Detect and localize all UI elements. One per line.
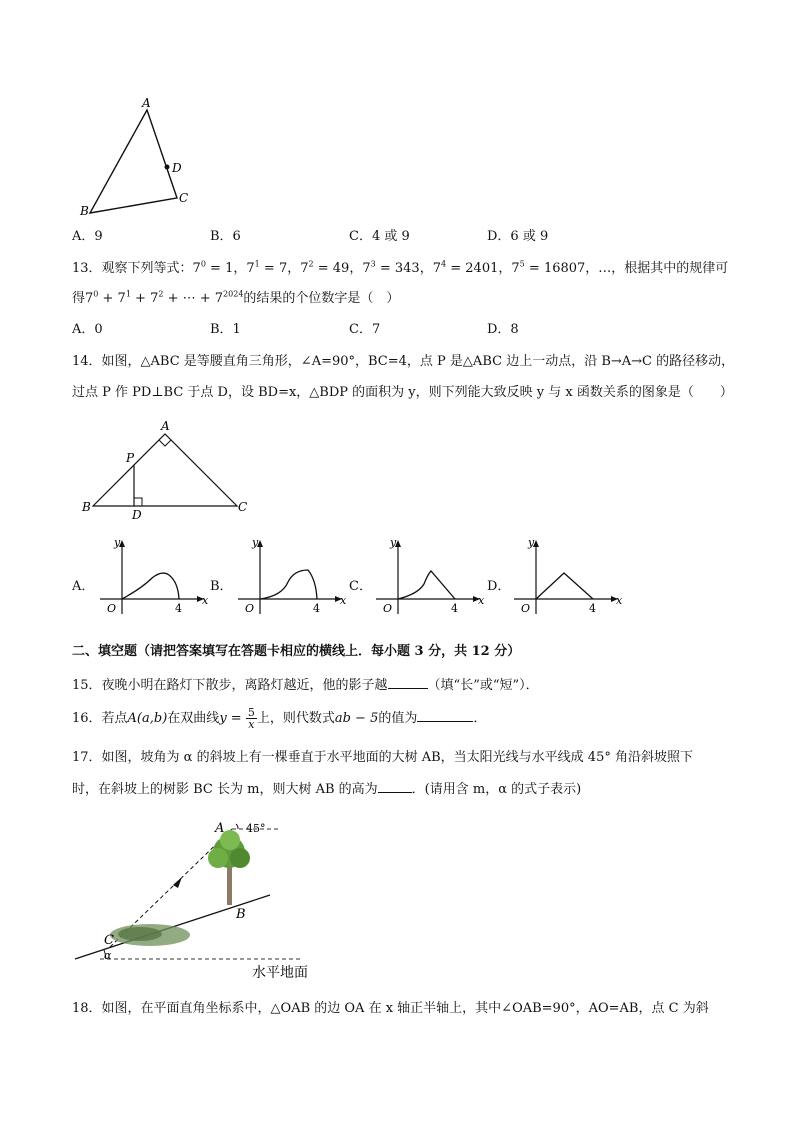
q12-option-c: C．4 或 9 bbox=[349, 229, 410, 244]
q13-option-b: B．1 bbox=[210, 322, 241, 337]
q14-triangle-figure bbox=[80, 418, 260, 522]
q17-line-2: 时，在斜坡上的树影 BC 长为 m，则大树 AB 的高为 ．(请用含 m，α 的式子表示) bbox=[72, 782, 582, 797]
y-axis-label: y bbox=[252, 536, 259, 549]
ray-arrow-icon bbox=[173, 877, 182, 888]
q14-graph-b bbox=[236, 536, 348, 616]
tick-4: 4 bbox=[313, 602, 320, 615]
label-b: B bbox=[82, 500, 91, 514]
origin-label: O bbox=[521, 602, 531, 615]
q12-option-b: B．6 bbox=[210, 229, 241, 244]
q14-option-a: A． bbox=[72, 579, 95, 594]
origin-label: O bbox=[107, 602, 117, 615]
section-2-title: 二、填空题（请把答案填写在答题卡相应的横线上．每小题 3 分，共 12 分） bbox=[72, 644, 521, 659]
q16-text: 16．若点A(a,b)在双曲线y = $\frac{5}{x}$ 上，则代数式ab − 5的值为 ． bbox=[72, 706, 487, 731]
label-d: D bbox=[132, 508, 142, 522]
label-a: A bbox=[142, 96, 151, 110]
label-c: C bbox=[104, 933, 114, 948]
x-axis-label: x bbox=[616, 594, 623, 607]
label-a: A bbox=[161, 419, 170, 433]
label-d: D bbox=[172, 161, 182, 175]
x-axis-label: x bbox=[340, 594, 347, 607]
label-a: A bbox=[215, 821, 225, 836]
q12-option-d: D．6 或 9 bbox=[487, 229, 549, 244]
q13-option-d: D．8 bbox=[487, 322, 519, 337]
tick-4: 4 bbox=[175, 602, 182, 615]
q14-graph-a bbox=[98, 536, 210, 616]
q13-line-2: 得$7^0 + 7^1 + 7^2$ + ⋯ + $7^{2024}$的结果的个位数字是（ ） bbox=[72, 289, 400, 306]
label-45-degree: 45° bbox=[246, 822, 266, 835]
y-axis-label: y bbox=[528, 536, 535, 549]
q14-graph-c bbox=[374, 536, 486, 616]
q14-line-1: 14．如图，△ABC 是等腰直角三角形，∠A=90°，BC=4，点 P 是△ABC 边上一动点，沿 B→A→C 的路径移动， bbox=[72, 354, 735, 369]
q17-line-1: 17．如图，坡角为 α 的斜坡上有一棵垂直于水平地面的大树 AB，当太阳光线与水平线成 45° 角沿斜坡照下 bbox=[72, 750, 693, 765]
label-b: B bbox=[236, 907, 246, 922]
q15-text: 15．夜晚小明在路灯下散步，离路灯越近，他的影子越 （填“长”或“短”）． bbox=[72, 678, 539, 693]
y-axis-label: y bbox=[390, 536, 397, 549]
label-b: B bbox=[80, 204, 89, 218]
q12-option-a: A．9 bbox=[72, 229, 103, 244]
q14-option-c: C． bbox=[349, 579, 372, 594]
q13-option-c: C．7 bbox=[349, 322, 381, 337]
label-ground: 水平地面 bbox=[252, 965, 308, 981]
q14-option-b: B． bbox=[210, 579, 233, 594]
tick-4: 4 bbox=[589, 602, 596, 615]
x-axis-label: x bbox=[478, 594, 485, 607]
q14-graph-d bbox=[512, 536, 624, 616]
x-axis-label: x bbox=[202, 594, 209, 607]
q14-option-d: D． bbox=[487, 579, 511, 594]
q14-line-2: 过点 P 作 PD⊥BC 于点 D，设 BD=x，△BDP 的面积为 y，则下列能大致反映 y 与 x 函数关系的图象是（ ） bbox=[72, 385, 733, 400]
label-c: C bbox=[179, 191, 189, 205]
q18-line-1: 18．如图，在平面直角坐标系中，△OAB 的边 OA 在 x 轴正半轴上，其中∠OAB=90°，AO=AB，点 C 为斜 bbox=[72, 1001, 709, 1016]
origin-label: O bbox=[383, 602, 393, 615]
label-p: P bbox=[126, 451, 135, 465]
tree-trunk bbox=[227, 867, 232, 905]
tick-4: 4 bbox=[451, 602, 458, 615]
q12-triangle-figure bbox=[70, 95, 200, 220]
q13-line-1: 13．观察下列等式：$7^0 = 1$，$7^1 = 7$，$7^2 = 49$，$7^3 = 343$，$7^4 = 2401$，$7^5 = 16807$，…，根据其中的规律可 bbox=[72, 259, 729, 276]
label-alpha: α bbox=[104, 949, 112, 962]
y-axis-label: y bbox=[114, 536, 121, 549]
q13-option-a: A．0 bbox=[72, 322, 103, 337]
label-c: C bbox=[238, 500, 248, 514]
q17-slope-figure bbox=[70, 812, 340, 987]
origin-label: O bbox=[245, 602, 255, 615]
